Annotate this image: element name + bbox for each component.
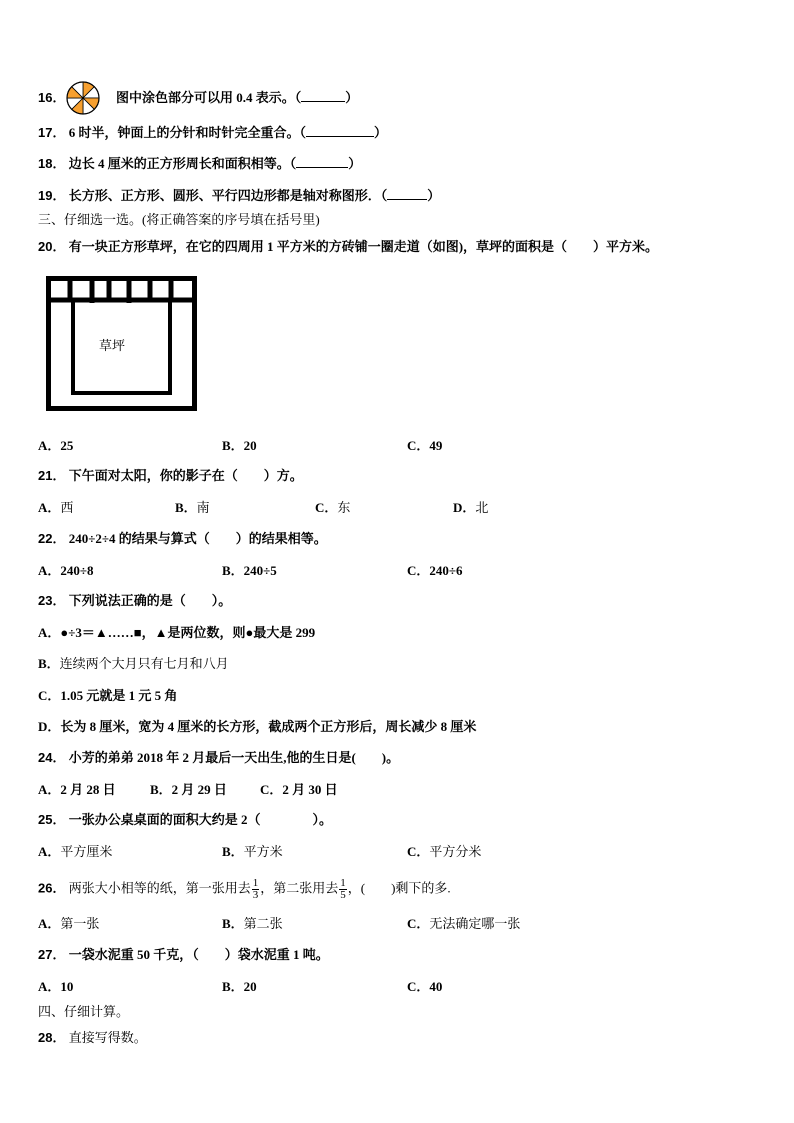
question-22 xyxy=(38,530,327,548)
question-27 xyxy=(38,946,329,964)
answer-blank[interactable] xyxy=(301,89,345,102)
option-a[interactable]: A．2 月 28 日 xyxy=(38,782,116,797)
question-24 xyxy=(38,749,399,767)
question-text: 一张办公桌桌面的面积大约是 2（ ）。 xyxy=(68,812,332,827)
option-b[interactable]: B．第二张 xyxy=(222,916,283,931)
question-number: 17． xyxy=(38,125,66,140)
question-19: 19． 长方形、正方形、圆形、平行四边形都是轴对称图形．（ ） xyxy=(38,188,441,203)
question-17: 17． 6 时半，钟面上的分针和时针完全重合。（ ） xyxy=(38,125,387,140)
shaded-circle-figure xyxy=(65,80,101,116)
question-number: 22． xyxy=(38,531,66,546)
answer-blank[interactable] xyxy=(306,124,374,137)
option-a[interactable]: A．●÷3＝▲……■，▲是两位数，则●最大是 299 xyxy=(38,625,316,640)
option-c[interactable]: C．2 月 30 日 xyxy=(260,782,338,797)
section-heading-3: 三、仔细选一选。(将正确答案的序号填在括号里) xyxy=(38,212,320,227)
question-number: 20． xyxy=(38,239,66,254)
question-text: 小芳的弟弟 2018 年 2 月最后一天出生,他的生日是( )。 xyxy=(68,750,400,765)
question-16: 16． 图中涂色部分可以用 0.4 表示。（ ） xyxy=(38,90,359,105)
question-20 xyxy=(38,238,658,256)
answer-blank[interactable] xyxy=(387,187,427,200)
question-text: 一袋水泥重 50 千克，（ ）袋水泥重 1 吨。 xyxy=(68,947,329,962)
question-21 xyxy=(38,467,303,485)
option-b[interactable]: B．240÷5 xyxy=(222,563,277,578)
option-a[interactable]: A．10 xyxy=(38,979,74,994)
option-c[interactable]: C．东 xyxy=(315,500,351,515)
question-text: 240÷2÷4 的结果与算式（ ）的结果相等。 xyxy=(68,531,327,546)
question-text: 直接写得数。 xyxy=(68,1030,147,1045)
question-text: 图中涂色部分可以用 0.4 表示。（ xyxy=(115,90,302,105)
option-a[interactable]: A．25 xyxy=(38,438,74,453)
question-number: 21． xyxy=(38,468,66,483)
answer-blank[interactable] xyxy=(296,155,348,168)
option-b[interactable]: B．20 xyxy=(222,979,257,994)
option-b[interactable]: B．平方米 xyxy=(222,844,283,859)
option-d[interactable]: D．长为 8 厘米，宽为 4 厘米的长方形，截成两个正方形后，周长减少 8 厘米 xyxy=(38,719,477,734)
question-text: 下列说法正确的是（ ）。 xyxy=(68,593,232,608)
question-text: 有一块正方形草坪，在它的四周用 1 平方米的方砖铺一圈走道（如图)，草坪的面积是（ ）平方米。 xyxy=(68,239,659,254)
question-26: 26． 两张大小相等的纸，第一张用去 $\frac{1}{3}$ ，第二张用去 $\frac{1}{5}$ ，( )剩下的多. xyxy=(38,877,451,901)
question-number: 23． xyxy=(38,593,66,608)
question-number: 26． xyxy=(38,880,66,896)
question-28 xyxy=(38,1029,147,1047)
option-a[interactable]: A．平方厘米 xyxy=(38,844,113,859)
option-b[interactable]: B．连续两个大月只有七月和八月 xyxy=(38,656,229,671)
option-b[interactable]: B．20 xyxy=(222,438,257,453)
section-heading-4: 四、仔细计算。 xyxy=(38,1004,130,1019)
question-25 xyxy=(38,811,332,829)
option-c[interactable]: C．40 xyxy=(407,979,443,994)
option-a[interactable]: A．西 xyxy=(38,500,74,515)
question-text: 6 时半，钟面上的分针和时针完全重合。（ xyxy=(68,125,306,140)
option-c[interactable]: C．1.05 元就是 1 元 5 角 xyxy=(38,688,178,703)
fraction-one-fifth: $\frac{1}{5}$ xyxy=(340,877,346,901)
option-c[interactable]: C．平方分米 xyxy=(407,844,482,859)
lawn-label: 草坪 xyxy=(99,339,126,354)
question-number: 16． xyxy=(38,90,66,105)
question-18: 18． 边长 4 厘米的正方形周长和面积相等。（ ） xyxy=(38,156,362,171)
option-d[interactable]: D．北 xyxy=(453,500,489,515)
question-text: 下午面对太阳，你的影子在（ ）方。 xyxy=(68,468,303,483)
question-number: 28． xyxy=(38,1030,66,1045)
question-number: 24． xyxy=(38,750,66,765)
option-a[interactable]: A．240÷8 xyxy=(38,563,94,578)
question-number: 25． xyxy=(38,812,66,827)
option-b[interactable]: B．南 xyxy=(175,500,210,515)
question-text: 边长 4 厘米的正方形周长和面积相等。（ xyxy=(68,156,297,171)
option-c[interactable]: C．240÷6 xyxy=(407,563,463,578)
question-23 xyxy=(38,592,231,610)
question-text: 长方形、正方形、圆形、平行四边形都是轴对称图形．（ xyxy=(68,188,388,203)
option-c[interactable]: C．49 xyxy=(407,438,443,453)
fraction-one-third: $\frac{1}{3}$ xyxy=(252,877,259,901)
option-b[interactable]: B．2 月 29 日 xyxy=(150,782,227,797)
question-number: 18． xyxy=(38,156,66,171)
option-a[interactable]: A．第一张 xyxy=(38,916,100,931)
question-number: 27． xyxy=(38,947,66,962)
question-number: 19． xyxy=(38,188,66,203)
option-c[interactable]: C．无法确定哪一张 xyxy=(407,916,521,931)
